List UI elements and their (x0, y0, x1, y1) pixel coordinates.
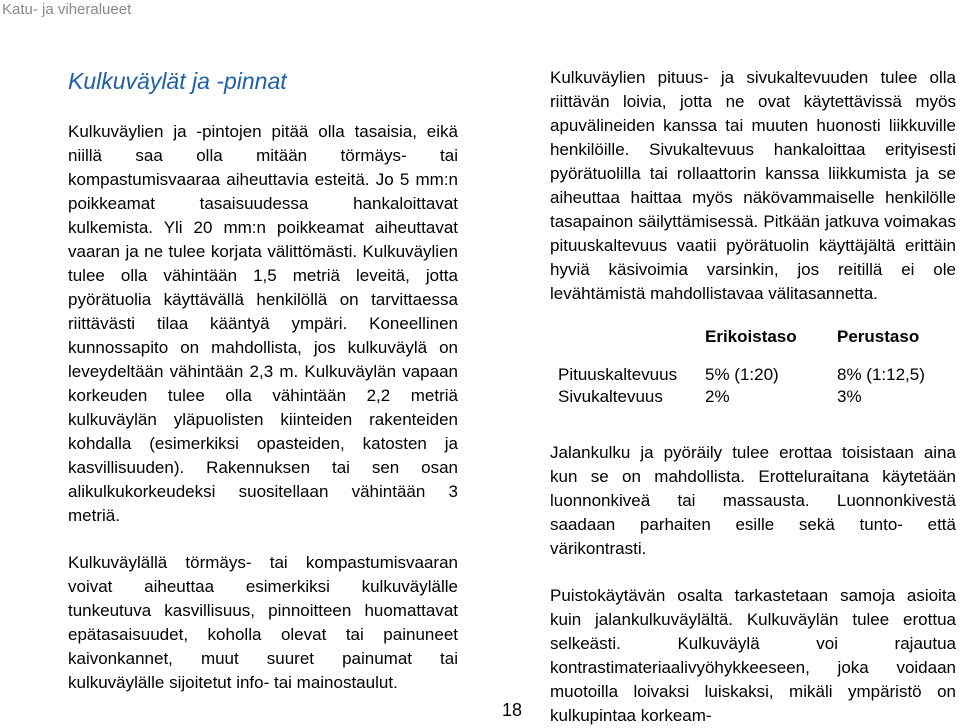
slope-table (550, 326, 956, 418)
slope-table-header-erikoistaso: Erikoistaso (705, 327, 797, 346)
running-header: Katu- ja viheralueet (2, 1, 132, 18)
page-number: 18 (502, 700, 523, 720)
slope-table-cell: 8% (1:12,5) (837, 365, 925, 384)
slope-table-header-perustaso: Perustaso (837, 327, 920, 346)
section-title: Kulkuväylät ja -pinnat (68, 68, 287, 94)
slope-table-header-row (550, 326, 956, 364)
body-paragraph: Jalankulku ja pyöräily tulee erottaa toisistaan aina kun se on mahdollista. Erotteluraitana käytetään luonnonkiveä tai massausta. Luonnonkivestä saadaan parhaiten esille sekä tunto- että värikontrasti. (550, 443, 956, 558)
body-paragraph: Kulkuväylällä törmäys- tai kompastumisvaaran voivat aiheuttaa esimerkiksi kulkuväylälle tunkeutuva kasvillisuus, pinnoitteen huomattavat epätasaisuudet, koholla olevat tai painuneet kaivonkannet, muut suuret painumat tai kulkuväylälle sijoitetut info- tai mainostaulut. (68, 553, 458, 692)
slope-table-cell: 5% (1:20) (705, 365, 779, 384)
slope-table-cell: 2% (705, 387, 730, 406)
right-column (550, 66, 956, 728)
body-paragraph: Kulkuväylien ja -pintojen pitää olla tasaisia, eikä niillä saa olla mitään törmäys- tai kompastumisvaaraa aiheuttavia esteitä. Jo 5 mm:n poikkeamat tasaisuudessa hankaloittavat kulkemista. Yli 20 mm:n poikkeamat aiheuttavat vaaran ja ne tulee korjata välittömästi. Kulkuväylien tulee olla vähintään 1,5 metriä leveitä, jotta pyörätuolia käyttävällä henkilöllä on tarvittaessa riittävästi tilaa kääntyä ympäri. Koneellinen kunnossapito on mahdollista, jos kulkuväylä on leveydeltään vähintään 2,3 m. Kulkuväylän vapaan korkeuden tulee olla vähintään 2,2 metriä kulkuväylän yläpuolisten kiinteiden rakenteiden kohdalla (esimerkiksi opasteiden, katosten ja kasvillisuuden). Rakennuksen tai sen osan alikulkukorkeudeksi suositellaan vähintään 3 metriä. (68, 122, 458, 525)
slope-table-cell: Sivukaltevuus (558, 387, 663, 406)
left-column (68, 66, 458, 695)
body-paragraph: Puistokäytävän osalta tarkastetaan samoja asioita kuin jalankulkuväylältä. Kulkuväylän tulee erottua selkeästi. Kulkuväylä voi rajautua kontrastimateriaalivyöhykkeeseen, joka voidaan muotoilla loivaksi luiskaksi, mikäli ympäristö on kulkupintaa korkeam- (550, 586, 956, 725)
slope-table-row (550, 364, 956, 386)
slope-table-cell: Pituuskaltevuus (558, 365, 678, 384)
body-paragraph: Kulkuväylien pituus- ja sivukaltevuuden tulee olla riittävän loivia, jotta ne ovat käytettävissä myös apuvälineiden kanssa tai muuten huonosti liikkuville henkilöille. Sivukaltevuus hankaloittaa erityisesti pyörätuolilla tai rollaattorin kanssa liikkumista ja se aiheuttaa haittaa myös näkövammaiselle henkilölle tasapainon säilyttämisessä. Pitkään jatkuva voimakas pituuskaltevuus vaatii pyörätuolin käyttäjältä erittäin hyviä käsivoimia varsinkin, jos reitillä ei ole levähtämistä mahdollistavaa välitasannetta. (550, 68, 956, 303)
slope-table-cell: 3% (837, 387, 862, 406)
slope-table-row (550, 386, 956, 408)
